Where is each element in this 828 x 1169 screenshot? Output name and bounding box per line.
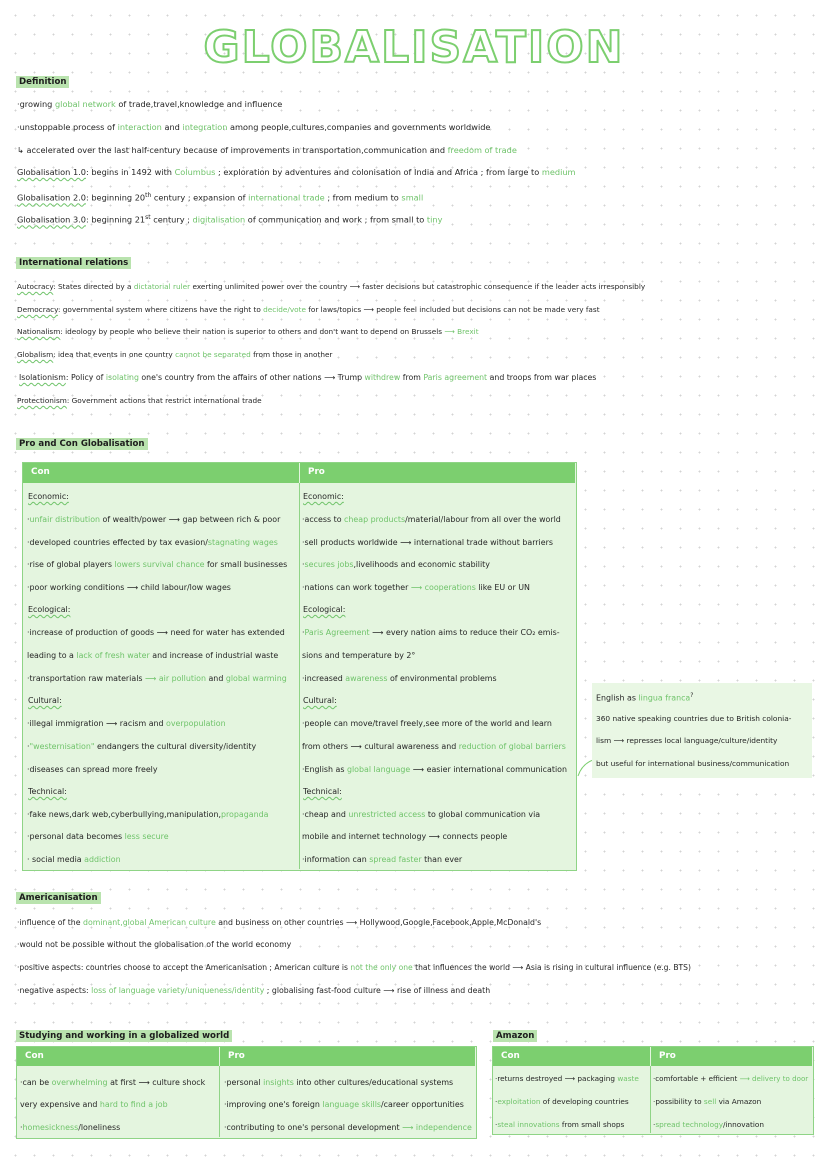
con-economic-3: ·rise of global players lowers survival chance for small businesses [27, 560, 288, 569]
definition-line-1: ·growing global network of trade,travel,knowledge and influence [17, 99, 283, 109]
studying-heading: Studying and working in a globalized world [16, 1030, 232, 1042]
pro-ecological-3: ·increased awareness of environmental problems [302, 674, 497, 683]
intl-line-1: Autocracy: States directed by a dictatorial ruler exerting unlimited power over the country ⟶ faster decisions but catastrophic consequence if the leader acts irresponsibly [17, 282, 646, 291]
definition-line-6: Globalisation 3.0: beginning 21st century ; digitalisation of communication and work ; from small to tiny [17, 214, 443, 225]
con-technical-1: ·fake news,dark web,cyberbullying,manipulation,propaganda [27, 810, 269, 819]
definition-heading: Definition [16, 76, 69, 88]
studying-con-header: Con [17, 1047, 219, 1066]
con-technical-heading: Technical: [28, 787, 67, 796]
studying-pro-header: Pro [220, 1047, 475, 1066]
amazon-heading: Amazon [493, 1030, 537, 1042]
con-economic-4: ·poor working conditions ⟶ child labour/low wages [27, 583, 231, 592]
pro-cultural-1: ·people can move/travel freely,see more of the world and learn [302, 719, 552, 728]
page-title: GLOBALISATION [203, 22, 625, 73]
amazon-con-2: ·exploitation of developing countries [495, 1097, 629, 1106]
pro-cultural-3: ·English as global language ⟶ easier international communication [302, 765, 567, 774]
con-economic-heading: Economic: [28, 492, 69, 501]
americanisation-line-1: ·influence of the dominant,global American culture and business on other countries ⟶ Hollywood,Google,Facebook,Apple,McDonald's [17, 918, 542, 927]
side-note-line-4: but useful for international business/communication [596, 759, 790, 768]
con-economic-1: ·unfair distribution of wealth/power ⟶ gap between rich & poor [27, 515, 281, 524]
pro-ecological-2: sions and temperature by 2° [302, 651, 416, 660]
pro-economic-4: ·nations can work together ⟶ cooperations like EU or UN [302, 583, 530, 592]
studying-con-1: ·can be overwhelming at first ⟶ culture shock [20, 1078, 206, 1087]
con-ecological-3: ·transportation raw materials ⟶ air pollution and global warming [27, 674, 287, 683]
amazon-divider [650, 1066, 651, 1133]
studying-con-2: very expensive and hard to find a job [20, 1100, 168, 1109]
procon-divider [299, 483, 300, 869]
americanisation-heading: Americanisation [16, 892, 101, 904]
americanisation-line-3: ·positive aspects: countries choose to accept the Americanisation ; American culture is not the only one that influences the world ⟶ Asia is rising in cultural influence (e.g. BTS) [17, 963, 691, 972]
americanisation-line-4: ·negative aspects: loss of language variety/uniqueness/identity ; globalising fast-food culture ⟶ rise of illness and death [17, 986, 491, 995]
definition-line-2: ·unstoppable process of interaction and integration among people,cultures,companies and governments worldwide [17, 122, 491, 132]
side-note-line-3: lism ⟶ represses local language/culture/identity [596, 736, 778, 745]
pro-technical-3: ·information can spread faster than ever [302, 855, 463, 864]
intl-line-2: Democracy: governmental system where citizens have the right to decide/vote for laws/topics ⟶ people feel included but decisions can not be made very fast [17, 305, 600, 314]
con-ecological-heading: Ecological: [28, 605, 71, 614]
con-cultural-3: ·diseases can spread more freely [27, 765, 158, 774]
amazon-pro-1: ·comfortable + efficient ⟶ delivery to door [653, 1074, 809, 1083]
pro-cultural-2: from others ⟶ cultural awareness and reduction of global barriers [302, 742, 566, 751]
con-cultural-2: ·"westernisation" endangers the cultural diversity/identity [27, 742, 257, 751]
intl-heading: International relations [16, 257, 131, 269]
definition-line-3: ↳ accelerated over the last half-century because of improvements in transportation,communication and freedom of trade [17, 145, 517, 155]
pro-technical-1: ·cheap and unrestricted access to global communication via [302, 810, 541, 819]
procon-pro-header: Pro [299, 463, 575, 483]
procon-con-header: Con [23, 463, 299, 483]
americanisation-line-2: ·would not be possible without the globalisation of the world economy [17, 940, 292, 949]
intl-line-5: Isolationism: Policy of isolating one's country from the affairs of other nations ⟶ Trump withdrew from Paris agreement and troops from war places [19, 373, 597, 382]
studying-pro-3: ·contributing to one's personal development ⟶ independence [224, 1123, 472, 1132]
pro-ecological-heading: Ecological: [303, 605, 346, 614]
studying-pro-1: ·personal insights into other cultures/educational systems [224, 1078, 454, 1087]
studying-con-3: ·homesickness/loneliness [20, 1123, 121, 1132]
pro-economic-heading: Economic: [303, 492, 344, 501]
pro-technical-heading: Technical: [303, 787, 342, 796]
con-technical-2: ·personal data becomes less secure [27, 832, 169, 841]
con-cultural-1: ·illegal immigration ⟶ racism and overpopulation [27, 719, 226, 728]
amazon-pro-header: Pro [651, 1047, 812, 1066]
pro-cultural-heading: Cultural: [303, 696, 337, 705]
side-note-line-1: English as lingua franca? [596, 692, 694, 703]
amazon-con-3: ·steal innovations from small shops [495, 1120, 625, 1129]
studying-pro-2: ·improving one's foreign language skills/career opportunities [224, 1100, 464, 1109]
pro-economic-1: ·access to cheap products/material/labour from all over the world [302, 515, 561, 524]
pro-ecological-1: ·Paris Agreement ⟶ every nation aims to reduce their CO₂ emis- [302, 628, 560, 637]
con-ecological-2: leading to a lack of fresh water and increase of industrial waste [27, 651, 279, 660]
con-economic-2: ·developed countries effected by tax evasion/stagnating wages [27, 538, 278, 547]
side-note-line-2: 360 native speaking countries due to British colonia- [596, 714, 792, 723]
intl-line-3: Nationalism: ideology by people who believe their nation is superior to others and don't want to depend on Brussels ⟶ Brexit [17, 327, 479, 336]
procon-heading: Pro and Con Globalisation [16, 438, 148, 450]
definition-line-5: Globalisation 2.0: beginning 20th century ; expansion of international trade ; from medium to small [17, 192, 424, 203]
amazon-pro-2: ·possibility to sell via Amazon [653, 1097, 762, 1106]
amazon-con-1: ·returns destroyed ⟶ packaging waste [495, 1074, 639, 1083]
amazon-pro-3: ·spread technology/innovation [653, 1120, 764, 1129]
con-ecological-1: ·increase of production of goods ⟶ need for water has extended [27, 628, 285, 637]
con-cultural-heading: Cultural: [28, 696, 62, 705]
con-technical-3: · social media addiction [27, 855, 121, 864]
pro-economic-3: ·secures jobs,livelihoods and economic stability [302, 560, 490, 569]
intl-line-6: Protectionism: Government actions that restrict international trade [17, 396, 262, 405]
pro-technical-2: mobile and internet technology ⟶ connects people [302, 832, 508, 841]
studying-divider [219, 1066, 220, 1137]
pro-economic-2: ·sell products worldwide ⟶ international trade without barriers [302, 538, 553, 547]
definition-line-4: Globalisation 1.0: begins in 1492 with Columbus ; exploration by adventures and colonisation of India and Africa ; from large to medium [17, 167, 576, 177]
amazon-con-header: Con [493, 1047, 650, 1066]
intl-line-4: Globalism: idea that events in one country cannot be separated from those in another [17, 350, 333, 359]
